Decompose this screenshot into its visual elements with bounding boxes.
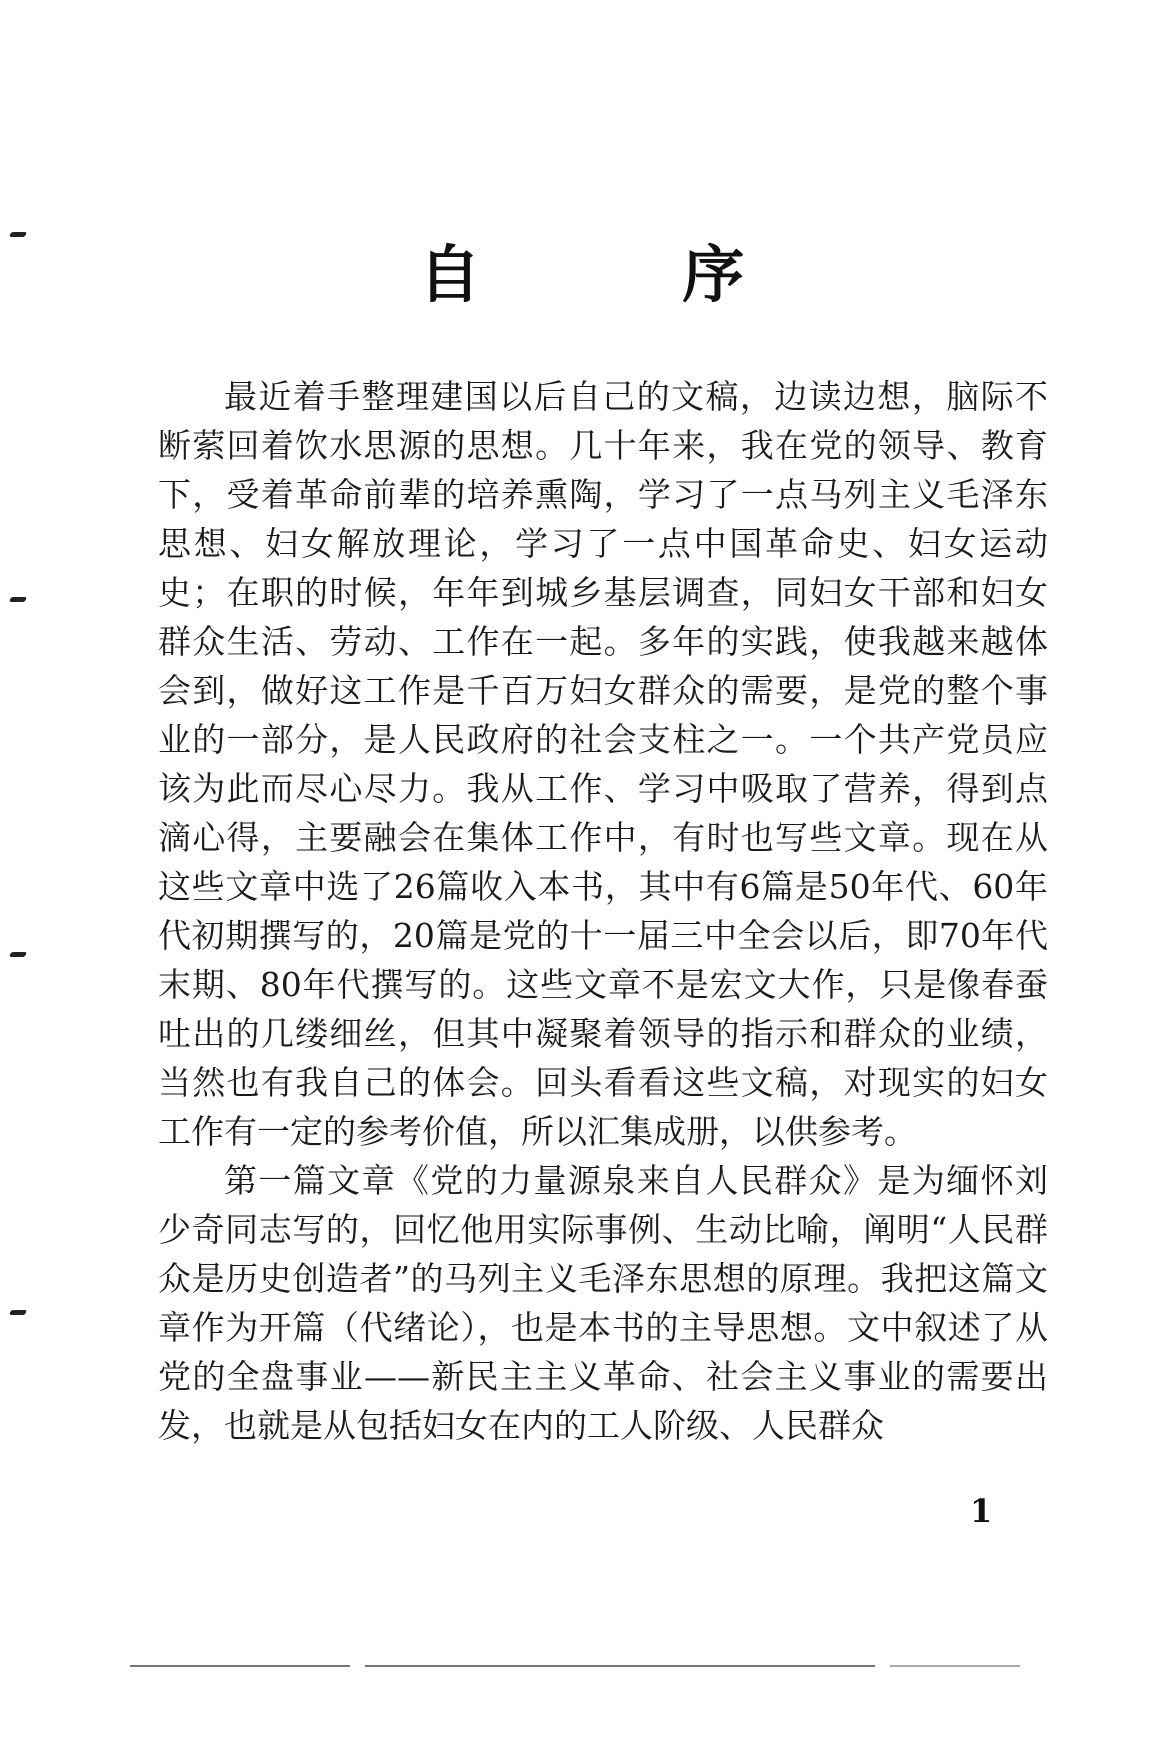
paragraph: 最近着手整理建国以后自己的文稿，边读边想，脑际不断萦回着饮水思源的思想。几十年来，我在党的领导、教育下，受着革命前辈的培养熏陶，学习了一点马列主义毛泽东思想、妇女解放理论，学习了一点中国革命史、妇女运动史；在职的时候，年年到城乡基层调查，同妇女干部和妇女群众生活、劳动、工作在一起。多年的实践，使我越来越体会到，做好这工作是千百万妇女群众的需要，是党的整个事业的一部分，是人民政府的社会支柱之一。一个共产党员应该为此而尽心尽力。我从工作、学习中吸取了营养，得到点滴心得，主要融会在集体工作中，有时也写些文章。现在从这些文章中选了26篇收入本书，其中有6篇是50年代、60年代初期撰写的，20篇是党的十一届三中全会以后，即70年代末期、80年代撰写的。这些文章不是宏文大作，只是像春蚕吐出的几缕细丝，但其中凝聚着领导的指示和群众的业绩，当然也有我自己的体会。回头看看这些文稿，对现实的妇女工作有一定的参考价值，所以汇集成册，以供参考。 (158, 377, 1048, 1151)
preface-body (158, 372, 1048, 1450)
bottom-rule (130, 1665, 350, 1667)
page-number: 1 (970, 1492, 993, 1530)
margin-mark (9, 952, 27, 957)
margin-mark (9, 597, 27, 602)
page-title: 自 序 (418, 238, 835, 311)
margin-mark (9, 1310, 27, 1315)
bottom-rule (890, 1665, 1020, 1667)
paragraph: 第一篇文章《党的力量源泉来自人民群众》是为缅怀刘少奇同志写的，回忆他用实际事例、生动比喻，阐明“人民群众是历史创造者”的马列主义毛泽东思想的原理。我把这篇文章作为开篇（代绪论），也是本书的主导思想。文中叙述了从党的全盘事业——新民主主义革命、社会主义事业的需要出发，也就是从包括妇女在内的工人阶级、人民群众 (158, 1161, 1048, 1445)
bottom-rule (365, 1665, 875, 1667)
margin-mark (9, 232, 27, 237)
